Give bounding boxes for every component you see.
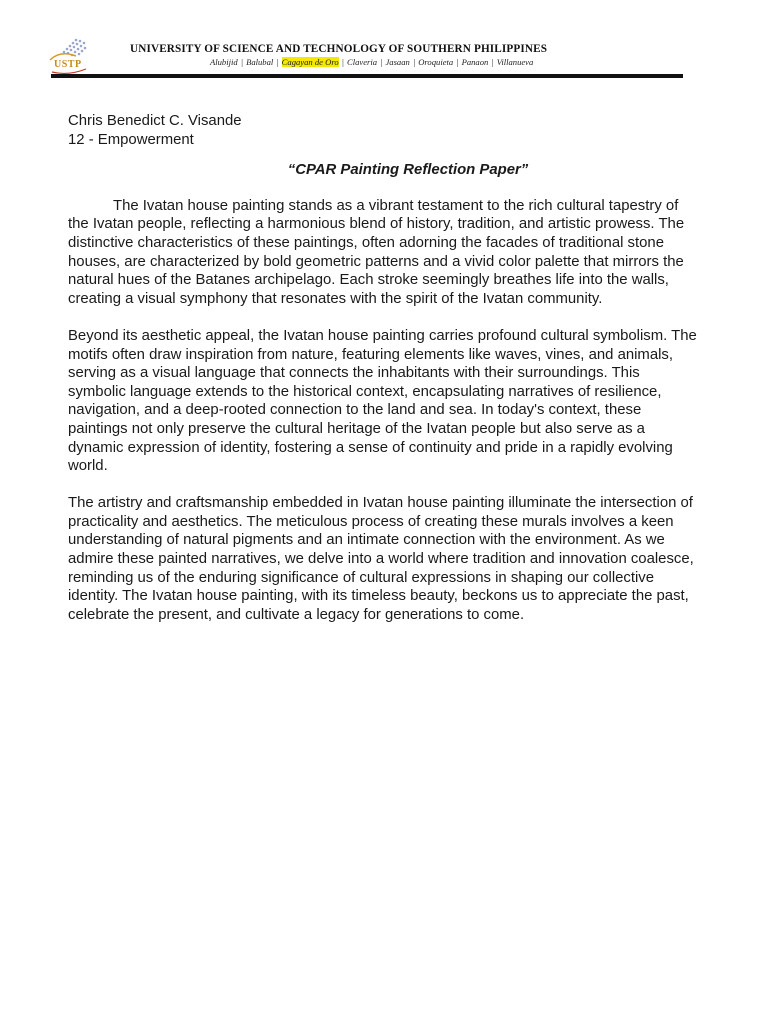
campus-item: Balubal bbox=[246, 57, 274, 67]
campus-item: Alubijid bbox=[210, 57, 238, 67]
university-name: UNIVERSITY OF SCIENCE AND TECHNOLOGY OF SOUTHERN PHILIPPINES bbox=[130, 43, 548, 55]
ustp-logo bbox=[46, 36, 92, 76]
header-divider bbox=[51, 74, 683, 78]
document-body bbox=[68, 112, 698, 643]
campus-item: Claveria bbox=[347, 57, 378, 67]
paragraph: Beyond its aesthetic appeal, the Ivatan house painting carries profound cultural symbolism. The motifs often draw inspiration from nature, featuring elements like waves, vines, and animals, serving as a visual language that connects the inhabitants with their surroundings. This symbolic language extends to the historical context, encapsulating narratives of resilience, navigation, and a deep-rooted connection to the land and sea. In today's context, these paintings not only preserve the cultural heritage of the Ivatan people but also serve as a dynamic expression of identity, fostering a sense of continuity and pride in a rapidly evolving world. bbox=[68, 327, 697, 475]
logo-label: USTP bbox=[54, 59, 82, 70]
ustp-logo-icon bbox=[46, 36, 92, 76]
campus-item: Villanueva bbox=[496, 57, 534, 67]
paragraph: The artistry and craftsmanship embedded in Ivatan house painting illuminate the intersection of practicality and aesthetics. The meticulous process of creating these murals involves a keen understanding of natural pigments and an intimate connection with the environment. As we admire these painted narratives, we delve into a world where tradition and innovation coalesce, reminding us of the enduring significance of cultural expressions in shaping our collective identity. The Ivatan house painting, with its timeless beauty, beckons us to appreciate the past, celebrate the present, and cultivate a legacy for generations to come. bbox=[68, 495, 694, 623]
paper-title: “CPAR Painting Reflection Paper” bbox=[287, 162, 529, 179]
letterhead bbox=[40, 34, 683, 78]
paragraph: The Ivatan house painting stands as a vibrant testament to the rich cultural tapestry of the Ivatan people, reflecting a harmonious blend of history, tradition, and artistic prowess. The distinctive characteristics of these paintings, often adorning the facades of traditional stone houses, are characterized by bold geometric patterns and a vivid color palette that mirrors the natural hues of the Batanes archipelago. Each stroke seemingly breathes life into the walls, creating a visual symphony that resonates with the spirit of the Ivatan community. bbox=[68, 197, 685, 307]
author-name: Chris Benedict C. Visande bbox=[68, 113, 242, 129]
campus-item: Jasaan bbox=[385, 57, 410, 67]
class-section: 12 - Empowerment bbox=[68, 131, 194, 148]
campus-item-highlighted: Cagayan de Oro bbox=[281, 57, 339, 67]
campus-item: Oroquieta bbox=[418, 57, 454, 67]
campus-item: Panaon bbox=[461, 57, 489, 67]
campus-list: Alubijid | Balubal | Cagayan de Oro | Claveria | Jasaan | Oroquieta | Panaon | Villanueva bbox=[210, 57, 534, 67]
